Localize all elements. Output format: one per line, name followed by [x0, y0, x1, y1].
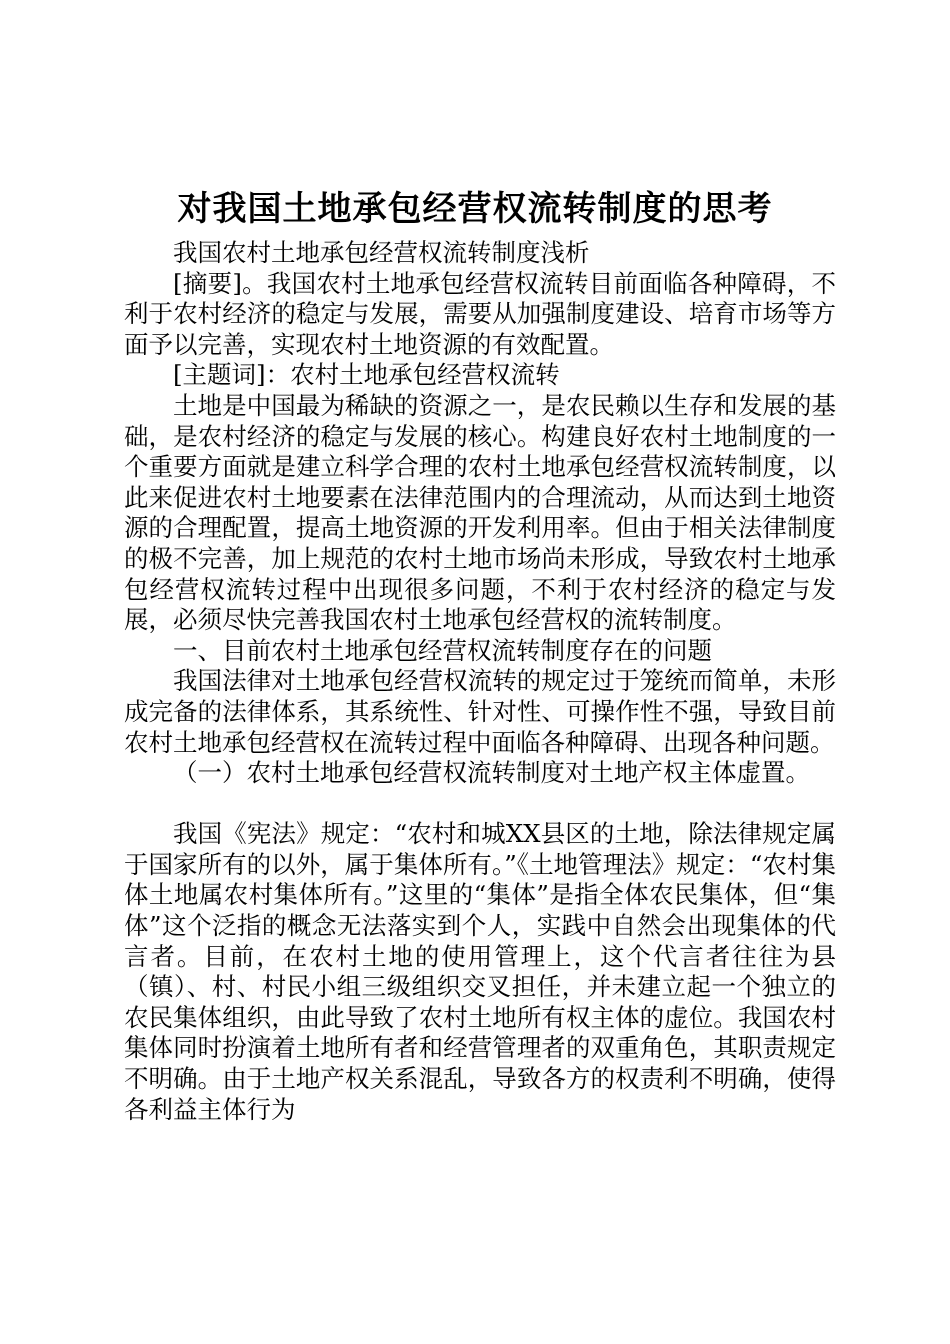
subsection-heading-1: （一）农村土地承包经营权流转制度对土地产权主体虚置。: [173, 758, 810, 788]
section-1-paragraph: 我国法律对土地承包经营权流转的规定过于笼统而简单，未形成完备的法律体系，其系统性、针对性、可操作性不强，导致目前农村土地承包经营权在流转过程中面临各种障碍、出现各种问题。: [124, 666, 836, 757]
blank-line: [124, 789, 836, 820]
subsection-1-paragraph: 我国《宪法》规定：“农村和城XX县区的土地，除法律规定属于国家所有的以外，属于集体所有。”《土地管理法》规定：“农村集体土地属农村集体所有。”这里的“集体”是指全体农民集体，但“集体”这个泛指的概念无法落实到个人，实践中自然会出现集体的代言者。目前，在农村土地的使用管理上，这个代言者往往为县（镇）、村、村民小组三级组织交叉担任，并未建立起一个独立的农民集体组织，由此导致了农村土地所有权主体的虚位。我国农村集体同时扮演着土地所有者和经营管理者的双重角色，其职责规定不明确。由于土地产权关系混乱，导致各方的权责利不明确，使得各利益主体行为: [124, 819, 836, 1124]
section-heading-1: 一、目前农村土地承包经营权流转制度存在的问题: [173, 635, 712, 665]
document-body: [124, 238, 836, 1125]
abstract-paragraph: [摘要]。我国农村土地承包经营权流转目前面临各种障碍，不利于农村经济的稳定与发展，需要从加强制度建设、培育市场等方面予以完善，实现农村土地资源的有效配置。: [124, 268, 836, 359]
subtitle-paragraph: 我国农村土地承包经营权流转制度浅析: [173, 238, 590, 267]
keywords-paragraph: [主题词]：农村土地承包经营权流转: [173, 360, 560, 390]
intro-paragraph: 土地是中国最为稀缺的资源之一，是农民赖以生存和发展的基础，是农村经济的稳定与发展的核心。构建良好农村土地制度的一个重要方面就是建立科学合理的农村土地承包经营权流转制度，以此来促进农村土地要素在法律范围内的合理流动，从而达到土地资源的合理配置，提高土地资源的开发利用率。但由于相关法律制度的极不完善，加上规范的农村土地市场尚未形成，导致农村土地承包经营权流转过程中出现很多问题，不利于农村经济的稳定与发展，必须尽快完善我国农村土地承包经营权的流转制度。: [124, 390, 836, 635]
document-title: 对我国土地承包经营权流转制度的思考: [177, 189, 773, 229]
